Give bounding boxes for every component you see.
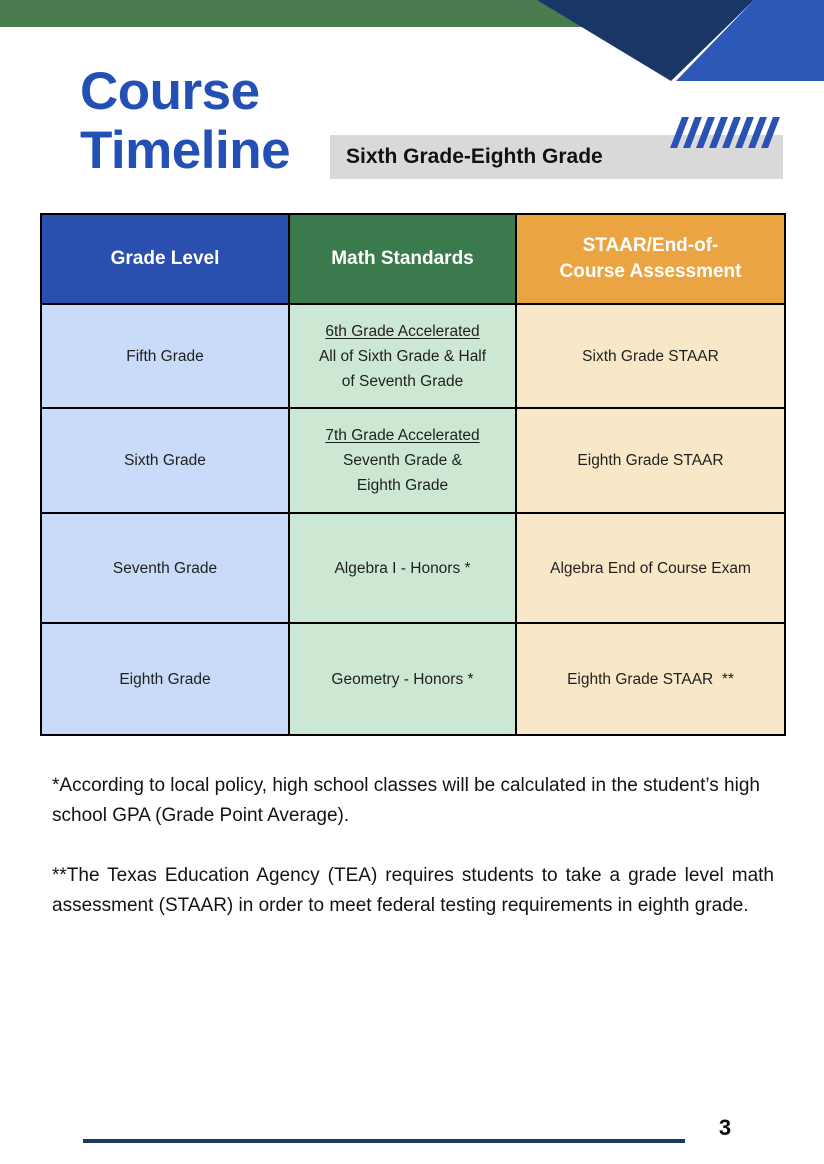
math-standards-cell bbox=[289, 304, 516, 408]
standards-detail: of Seventh Grade bbox=[341, 372, 464, 390]
page-title bbox=[80, 62, 290, 180]
table-row bbox=[41, 408, 785, 513]
column-header-text: Math Standards bbox=[331, 248, 474, 269]
footnote-tea-requirement: **The Texas Education Agency (TEA) requires students to take a grade level math assessment (STAAR) in order to meet federal testing requirements in eighth grade. bbox=[52, 865, 774, 916]
math-standards-cell bbox=[289, 623, 516, 735]
standards-detail: Geometry - Honors * bbox=[331, 670, 474, 688]
table-row bbox=[41, 304, 785, 408]
table-row bbox=[41, 623, 785, 735]
footnotes bbox=[52, 771, 774, 921]
assessment-cell: Eighth Grade STAAR bbox=[516, 408, 785, 513]
course-timeline-table bbox=[40, 213, 786, 736]
accelerated-course-label: 6th Grade Accelerated bbox=[325, 322, 480, 340]
column-header-math-standards bbox=[289, 214, 516, 304]
table-row bbox=[41, 513, 785, 623]
accelerated-course-label: 7th Grade Accelerated bbox=[325, 427, 480, 444]
grade-level-cell: Eighth Grade bbox=[41, 623, 289, 735]
column-header-text: Grade Level bbox=[110, 248, 220, 269]
hash-stripes-decoration bbox=[676, 117, 774, 148]
math-standards-cell bbox=[289, 408, 516, 513]
table-header-row bbox=[41, 214, 785, 304]
column-header-grade-level bbox=[41, 214, 289, 304]
page-number: 3 bbox=[718, 1115, 732, 1140]
math-standards-cell bbox=[289, 513, 516, 623]
footnote-local-policy: *According to local policy, high school classes will be calculated in the student’s high school GPA (Grade Point Average). bbox=[52, 775, 760, 826]
grade-level-cell: Fifth Grade bbox=[41, 304, 289, 408]
standards-detail: All of Sixth Grade & Half bbox=[318, 347, 487, 365]
column-header-assessment bbox=[516, 214, 785, 304]
grade-level-cell: Seventh Grade bbox=[41, 513, 289, 623]
standards-detail: Eighth Grade bbox=[356, 477, 449, 494]
standards-detail: Seventh Grade & bbox=[343, 452, 462, 469]
column-header-text: STAAR/End-of- bbox=[582, 235, 719, 256]
assessment-cell: Sixth Grade STAAR bbox=[516, 304, 785, 408]
column-header-text: Course Assessment bbox=[559, 261, 742, 282]
standards-detail: Algebra I - Honors * bbox=[334, 559, 471, 577]
grade-level-cell: Sixth Grade bbox=[41, 408, 289, 513]
page-title-line1: Course bbox=[80, 62, 260, 121]
footer-divider-line bbox=[83, 1139, 685, 1143]
assessment-cell: Algebra End of Course Exam bbox=[516, 513, 785, 623]
subtitle-label: Sixth Grade-Eighth Grade bbox=[346, 145, 603, 168]
page-title-line2: Timeline bbox=[80, 121, 291, 180]
assessment-cell: Eighth Grade STAAR ** bbox=[516, 623, 785, 735]
